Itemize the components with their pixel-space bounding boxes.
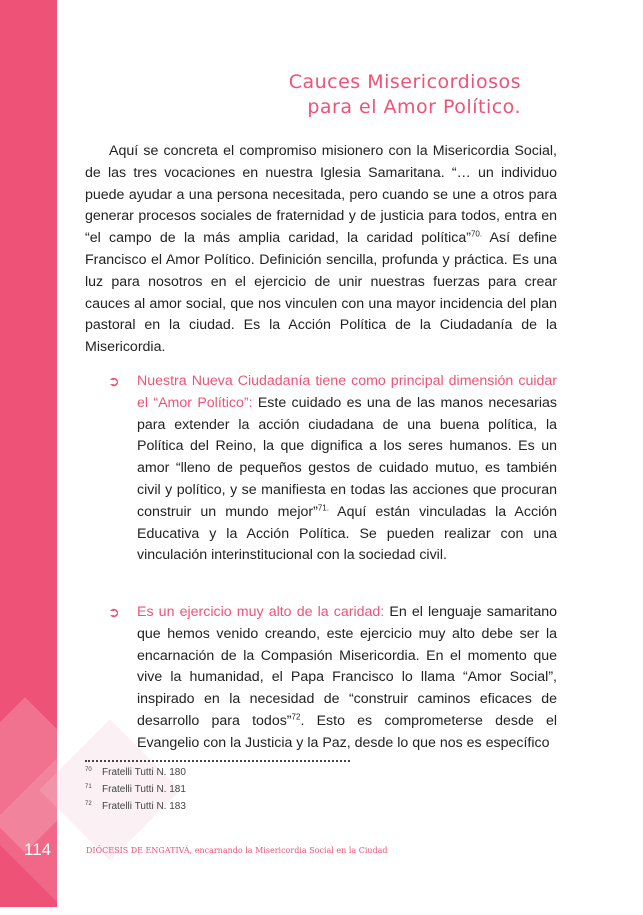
bullet-item — [137, 371, 557, 567]
footnote-text: Fratelli Tutti N. 181 — [102, 784, 186, 795]
footnote-number: 72 — [85, 801, 92, 807]
footnote — [85, 784, 186, 795]
bullet-text-b: Aquí están vinculadas la Acción Educativa y la Acción Política. Se pueden realizar con una vinculación interinstitucional con la sociedad civil. — [137, 503, 557, 564]
footer-text: DIÓCESIS DE ENGATIVÁ, encarnando la Misericordia Social en la Ciudad — [86, 846, 388, 855]
bullet-lead: Nuestra Nueva Ciudadanía tiene como principal dimensión cuidar el “Amor Político”: — [137, 373, 557, 411]
bullet-text-a: En el lenguaje samaritano que hemos venido creando, este ejercicio muy alto debe ser la encarnación de la Compasión Misericordia. En el momento que vive la humanidad, el Papa Francisco lo llama “Amor Social”, inspirado en la necesidad de “construir caminos eficaces de desarrollo para todos” — [137, 604, 557, 729]
bullet-text-b: . Esto es comprometerse desde el Evangelio con la Justicia y la Paz, desde lo que nos es específico — [137, 712, 557, 751]
footnote-number: 71 — [85, 784, 92, 790]
intro-text-a: Aquí se concreta el compromiso misionero con la Misericordia Social, de las tres vocaciones en nuestra Iglesia Samaritana. “… un individuo puede ayudar a una persona necesitada, pero cuando se une a otros para generar procesos sociales de fraternidad y de justicia para todos, entra en “el campo de la más amplia caridad, la caridad política” — [85, 143, 557, 247]
footnote — [85, 801, 186, 812]
footnote-ref: 70. — [470, 229, 483, 239]
title-line-1: Cauces Misericordiosos — [288, 71, 521, 93]
footnote-text: Fratelli Tutti N. 180 — [102, 767, 186, 778]
intro-text-b: Así define Francisco el Amor Político. Definición sencilla, profunda y práctica. Es una luz para nosotros en el ejercicio de unir nuestras fuerzas para crear cauces al amor social, que nos vinculen con una mayor incidencia del plan pastoral en la ciudad. Es la Acción Política de la Ciudadanía de la Misericordia. — [85, 230, 557, 356]
footnote-number: 70 — [85, 767, 92, 773]
page-number: 114 — [24, 840, 52, 859]
bullet-lead: Es un ejercicio muy alto de la caridad: — [137, 604, 385, 620]
page-title — [289, 70, 521, 120]
bullet-item — [137, 602, 557, 755]
bullet-arrow-icon: ➲ — [108, 373, 120, 389]
footnote-divider — [85, 752, 350, 762]
bullet-arrow-icon: ➲ — [108, 604, 120, 620]
footnote-ref: 71. — [317, 503, 329, 513]
title-line-2: para el Amor Político. — [307, 96, 521, 118]
footnote-ref: 72 — [291, 712, 301, 722]
bullet-text-a: Este cuidado es una de las manos necesarias para extender la acción ciudadana de una buena política, la Política del Reino, la que dignifica a los seres humanos. Es un amor “lleno de pequeños gestos de cuidado mutuo, es también civil y político, y se manifiesta en todas las acciones que procuran construir un mundo mejor” — [137, 394, 557, 520]
intro-paragraph — [85, 141, 557, 359]
footnote — [85, 767, 186, 778]
footnote-text: Fratelli Tutti N. 183 — [102, 801, 186, 812]
